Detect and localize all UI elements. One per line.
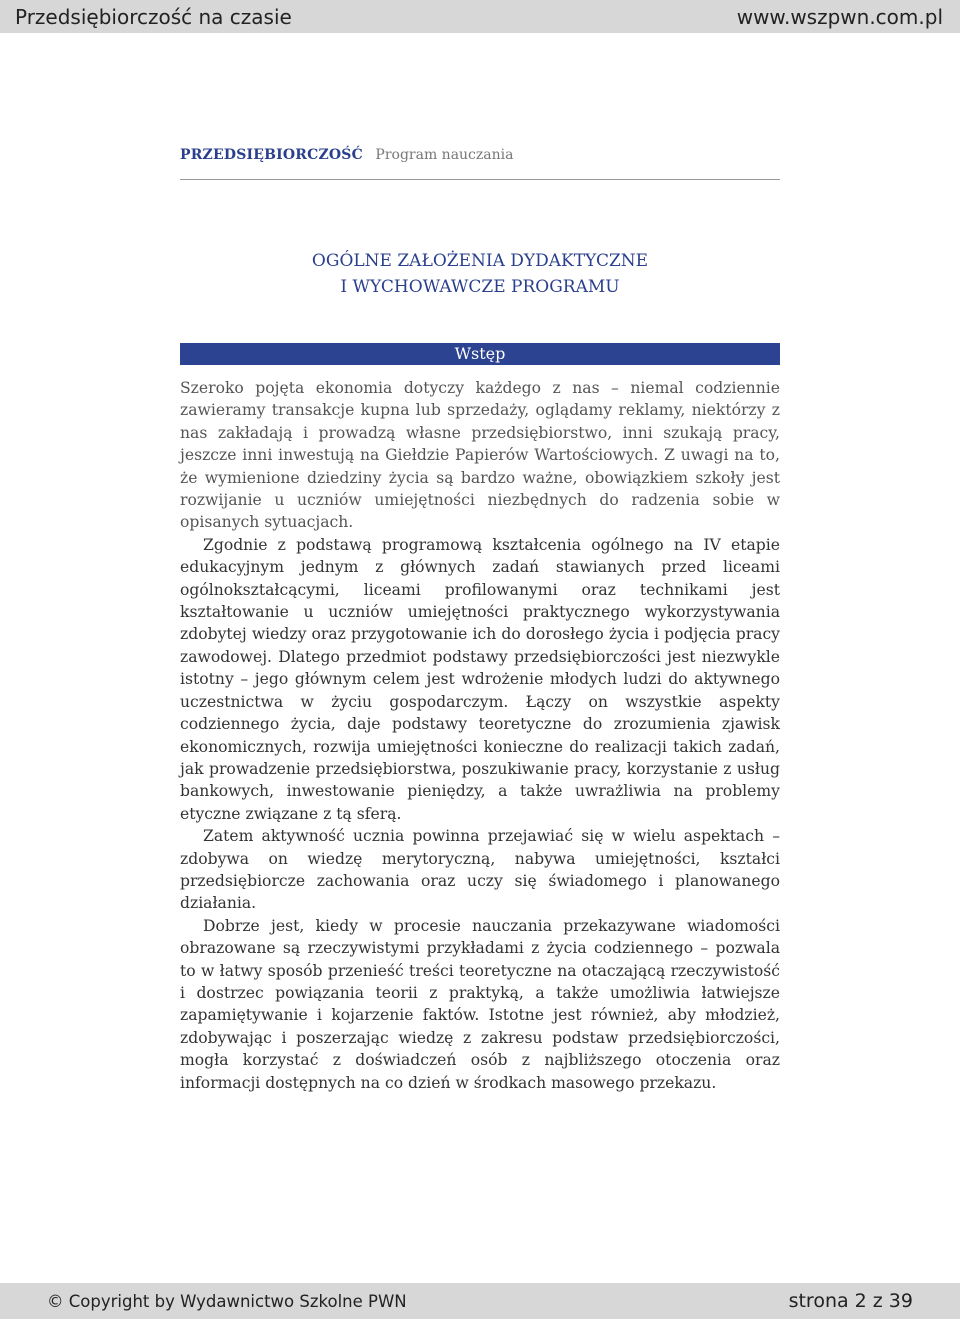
title-line-1: OGÓLNE ZAŁOŻENIA DYDAKTYCZNE <box>311 251 649 271</box>
running-header <box>180 147 780 180</box>
copyright-notice: © Copyright by Wydawnictwo Szkolne PWN <box>47 1291 407 1311</box>
chapter-title <box>180 248 780 300</box>
paragraph: Dobrze jest, kiedy w procesie nauczania przekazywane wiadomości obrazowane są rzeczywistymi przykładami z życia codziennego – pozwala to w łatwy sposób przenieść treści teoretyczne na otaczającą rzeczywistość i dostrzec powiązania teorii z praktyką, a także umożliwia łatwiejsze zapamiętywanie i kojarzenie faktów. Istotne jest również, aby młodzież, zdobywając i poszerzając wiedzę z zakresu podstaw przedsiębiorczości, mogła korzystać z doświadczeń osób z najbliższego otoczenia oraz informacji dostępnych na co dzień w środkach masowego przekazu. <box>180 916 780 1092</box>
website-link[interactable]: www.wszpwn.com.pl <box>736 4 943 29</box>
paragraph: Zatem aktywność ucznia powinna przejawiać się w wielu aspektach – zdobywa on wiedzę merytoryczną, nabywa umiejętności, kształci przedsiębiorcze zachowania oraz uczy się świadomego i planowanego działania. <box>180 827 780 913</box>
footer-bar <box>0 1283 960 1319</box>
header-subtitle: Program nauczania <box>375 147 514 163</box>
page-counter: strona 2 z 39 <box>788 1290 913 1312</box>
body-text <box>180 377 780 1094</box>
paragraph: Szeroko pojęta ekonomia dotyczy każdego z nas – niemal codziennie zawieramy transakcje kupna lub sprzedaży, oglądamy reklamy, niektórzy z nas zakładają i prowadzą własne przedsiębiorstwo, inni szukają pracy, jeszcze inni inwestują na Giełdzie Papierów Wartościowych. Z uwagi na to, że wymienione dziedziny życia są bardzo ważne, obowiązkiem szkoły jest rozwijanie u uczniów umiejętności niezbędnych do radzenia sobie w opisanych sytuacjach. <box>180 379 780 532</box>
publication-title: Przedsiębiorczość na czasie <box>15 4 292 29</box>
title-line-2: I WYCHOWAWCZE PROGRAMU <box>340 277 620 297</box>
top-bar <box>0 0 960 33</box>
header-brand: PRZEDSIĘBIORCZOŚĆ <box>180 147 363 163</box>
paragraph: Zgodnie z podstawą programową kształcenia ogólnego na IV etapie edukacyjnym jednym z głównych zadań stawianych przed liceami ogólnokształcącymi, liceami profilowanymi oraz technikami jest kształtowanie u uczniów umiejętności praktycznego wykorzystywania zdobytej wiedzy oraz przygotowanie ich do dorosłego życia i podjęcia pracy zawodowej. Dlatego przedmiot podstawy przedsiębiorczości jest niezwykle istotny – jego głównym celem jest wdrożenie młodych ludzi do aktywnego uczestnictwa w życiu gospodarczym. Łączy on wszystkie aspekty codziennego życia, daje podstawy teoretyczne do zrozumienia zjawisk ekonomicznych, rozwija umiejętności konieczne do realizacji takich zadań, jak prowadzenie przedsiębiorstwa, poszukiwanie pracy, korzystanie z usług bankowych, inwestowanie pieniędzy, a także uwrażliwia na problemy etyczne związane z tą sferą. <box>180 535 780 823</box>
section-heading: Wstęp <box>180 343 780 365</box>
